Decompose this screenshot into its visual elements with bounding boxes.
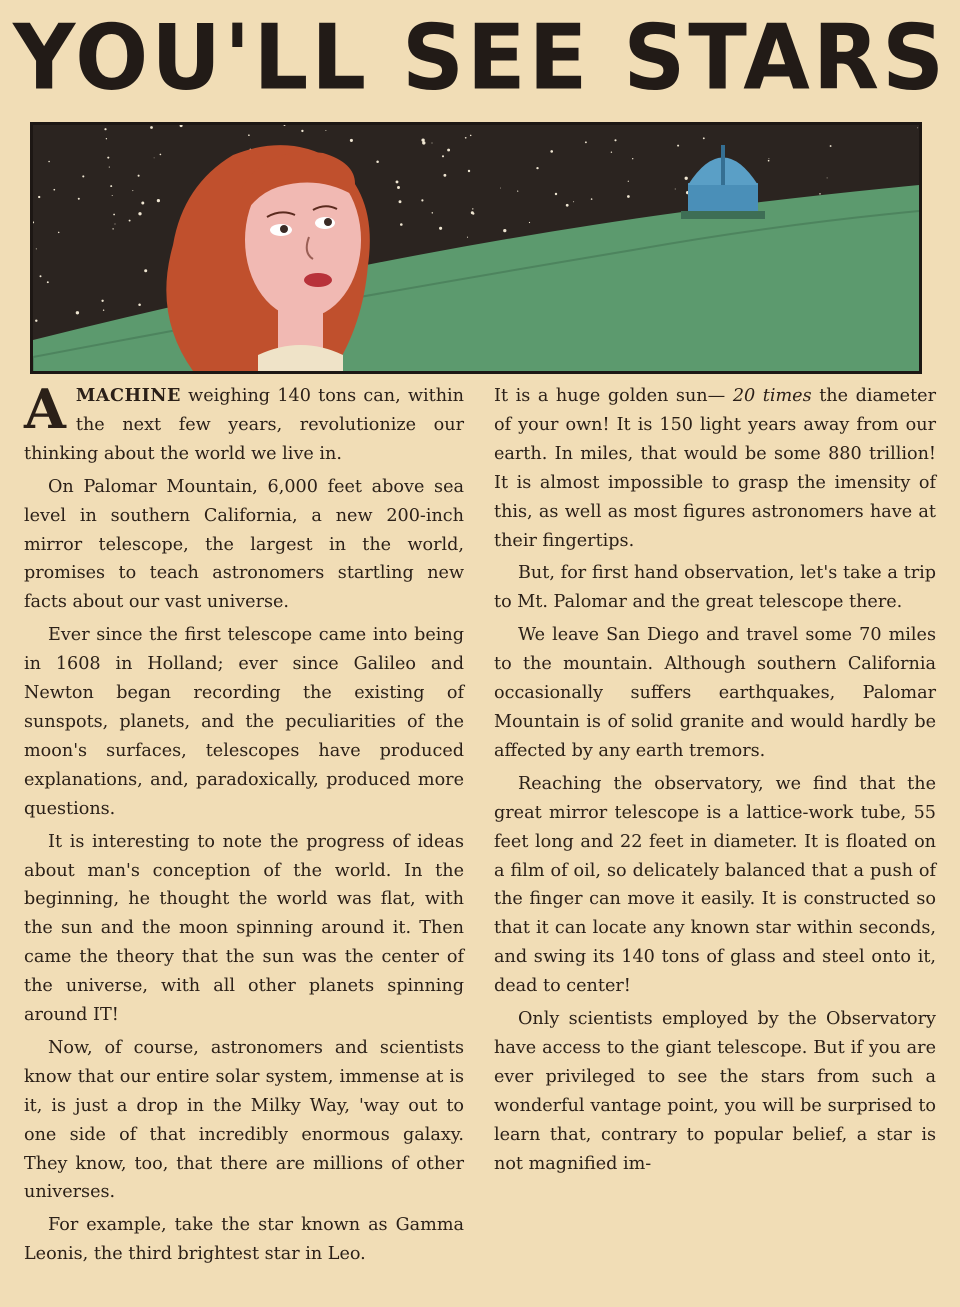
woman-stargazing-observatory-illustration — [33, 125, 919, 371]
lead-caps: MACHINE — [75, 385, 181, 406]
star — [106, 138, 107, 139]
star — [36, 248, 37, 249]
star — [248, 134, 250, 136]
star — [627, 195, 630, 198]
paragraph: It is interesting to note the progress of ideas about man's conception of the world. In the beginning, he thought the world was flat, with the sun and the moon spinning around it. Then came the theory that the sun was the center of the universe, with all other planets spinning around IT! — [24, 831, 464, 1026]
star — [115, 224, 116, 225]
paragraph-text: weighing 140 tons can, within the next few years, revolutionize our thinking about the world we live in. — [24, 386, 464, 464]
star — [301, 130, 303, 132]
star — [503, 229, 506, 232]
star — [38, 196, 40, 198]
star — [138, 304, 141, 307]
star — [150, 126, 153, 129]
star — [129, 220, 131, 222]
star — [536, 167, 538, 169]
star — [58, 232, 60, 234]
paragraph — [494, 382, 936, 555]
star — [585, 141, 587, 143]
paragraph: Now, of course, astronomers and scientists know that our entire solar system, immense at is it, is just a drop in the Milky Way, 'way out to one side of that incredibly enormous galaxy. They know, too, that there are millions of other universes. — [24, 1037, 464, 1203]
star — [443, 174, 446, 177]
star — [157, 199, 160, 202]
paragraph: But, for first hand observation, let's take a trip to Mt. Palomar and the great telescope there. — [494, 563, 936, 613]
star — [154, 158, 155, 159]
paragraph: We leave San Diego and travel some 70 miles to the mountain. Although southern California occasionally suffers earthquakes, Palomar Mountain is of solid granite and would hardly be affected by any earth tremors. — [494, 625, 936, 761]
star — [611, 152, 612, 153]
star — [47, 281, 49, 283]
star — [550, 150, 553, 153]
paragraph: For example, take the star known as Gamma Leonis, the third brightest star in Leo. — [24, 1215, 464, 1265]
paragraph: On Palomar Mountain, 6,000 feet above sea level in southern California, a new 200-inch mirror telescope, the largest in the world, promises to teach astronomers startling new facts about our vast universe. — [24, 476, 464, 613]
star — [53, 189, 55, 191]
star — [112, 195, 113, 196]
star — [350, 139, 353, 142]
star — [768, 160, 770, 162]
star — [472, 212, 474, 214]
star — [677, 145, 679, 147]
article-column-right — [494, 382, 936, 1182]
star — [376, 161, 379, 164]
star — [160, 154, 162, 156]
paragraph — [24, 377, 464, 469]
star — [768, 158, 769, 159]
star — [830, 145, 832, 147]
star — [104, 128, 106, 130]
star — [447, 149, 450, 152]
star — [470, 135, 472, 137]
star — [141, 202, 144, 205]
star — [107, 157, 109, 159]
star — [685, 177, 688, 180]
star — [144, 269, 147, 272]
star — [529, 222, 530, 223]
star — [573, 201, 574, 202]
star — [566, 204, 569, 207]
star — [82, 175, 84, 177]
star — [422, 141, 425, 144]
star — [325, 130, 326, 131]
emphasis-text: 20 times — [732, 386, 812, 406]
drop-cap: A — [24, 377, 66, 441]
star — [138, 175, 140, 177]
star — [399, 200, 402, 203]
star — [78, 198, 80, 200]
star — [517, 191, 518, 192]
star — [138, 212, 141, 215]
star — [76, 311, 79, 314]
star — [467, 237, 468, 238]
star — [819, 193, 820, 194]
star — [40, 275, 42, 277]
paragraph: Reaching the observatory, we find that the great mirror telescope is a lattice-work tube, 55 feet long and 22 feet in diameter. It is floated on a film of oil, so delicately balanced that a push of the finger can move it easily. It is constructed so that it can locate any known star within seconds, and swing its 140 tons of glass and steel onto it, dead to center! — [494, 773, 936, 997]
paragraph: Ever since the first telescope came into being in 1608 in Holland; ever since Galileo and Newton began recording the existing of sunspots, planets, and the peculiarities of the moon's surfaces, telescopes have produced explanations, and, paradoxically, produced more questions. — [24, 625, 464, 819]
star — [442, 155, 444, 157]
star — [500, 188, 501, 189]
star — [439, 227, 442, 230]
star — [110, 185, 112, 187]
illustration-panel — [30, 122, 922, 374]
star — [465, 137, 467, 139]
star — [101, 300, 103, 302]
star — [591, 198, 593, 200]
page-title: YOU'LL SEE STARS — [12, 5, 948, 111]
star — [468, 170, 470, 172]
star — [614, 139, 616, 141]
star — [675, 189, 676, 190]
star — [421, 199, 423, 201]
star — [432, 212, 433, 213]
star — [628, 181, 629, 182]
star — [555, 193, 557, 195]
star — [827, 177, 828, 178]
article-column-left — [24, 377, 464, 1273]
star — [917, 127, 918, 128]
star — [103, 309, 104, 310]
star — [632, 158, 633, 159]
star — [472, 208, 473, 209]
star — [35, 319, 37, 321]
star — [703, 137, 705, 139]
paragraph: Only scientists employed by the Observatory have access to the giant telescope. But if you are ever privileged to see the stars from such a wonderful vantage point, you will be surprised to learn that, contrary to popular belief, a star is not magnified im- — [494, 1009, 936, 1174]
star — [132, 190, 133, 191]
star — [421, 138, 424, 141]
paragraph-text: It is a huge golden sun— — [494, 386, 733, 406]
star — [112, 228, 113, 229]
paragraph-text: the diameter of your own! It is 150 light years away from our earth. In miles, that would be some 880 trillion! It is almost impossible to grasp the imensity of this, as well as most figures astronomers have at their fingertips. — [494, 386, 936, 551]
star — [109, 167, 110, 168]
star — [432, 143, 433, 144]
star — [48, 161, 50, 163]
star — [400, 223, 403, 226]
star — [113, 214, 115, 216]
star — [397, 186, 400, 189]
star — [396, 180, 399, 183]
